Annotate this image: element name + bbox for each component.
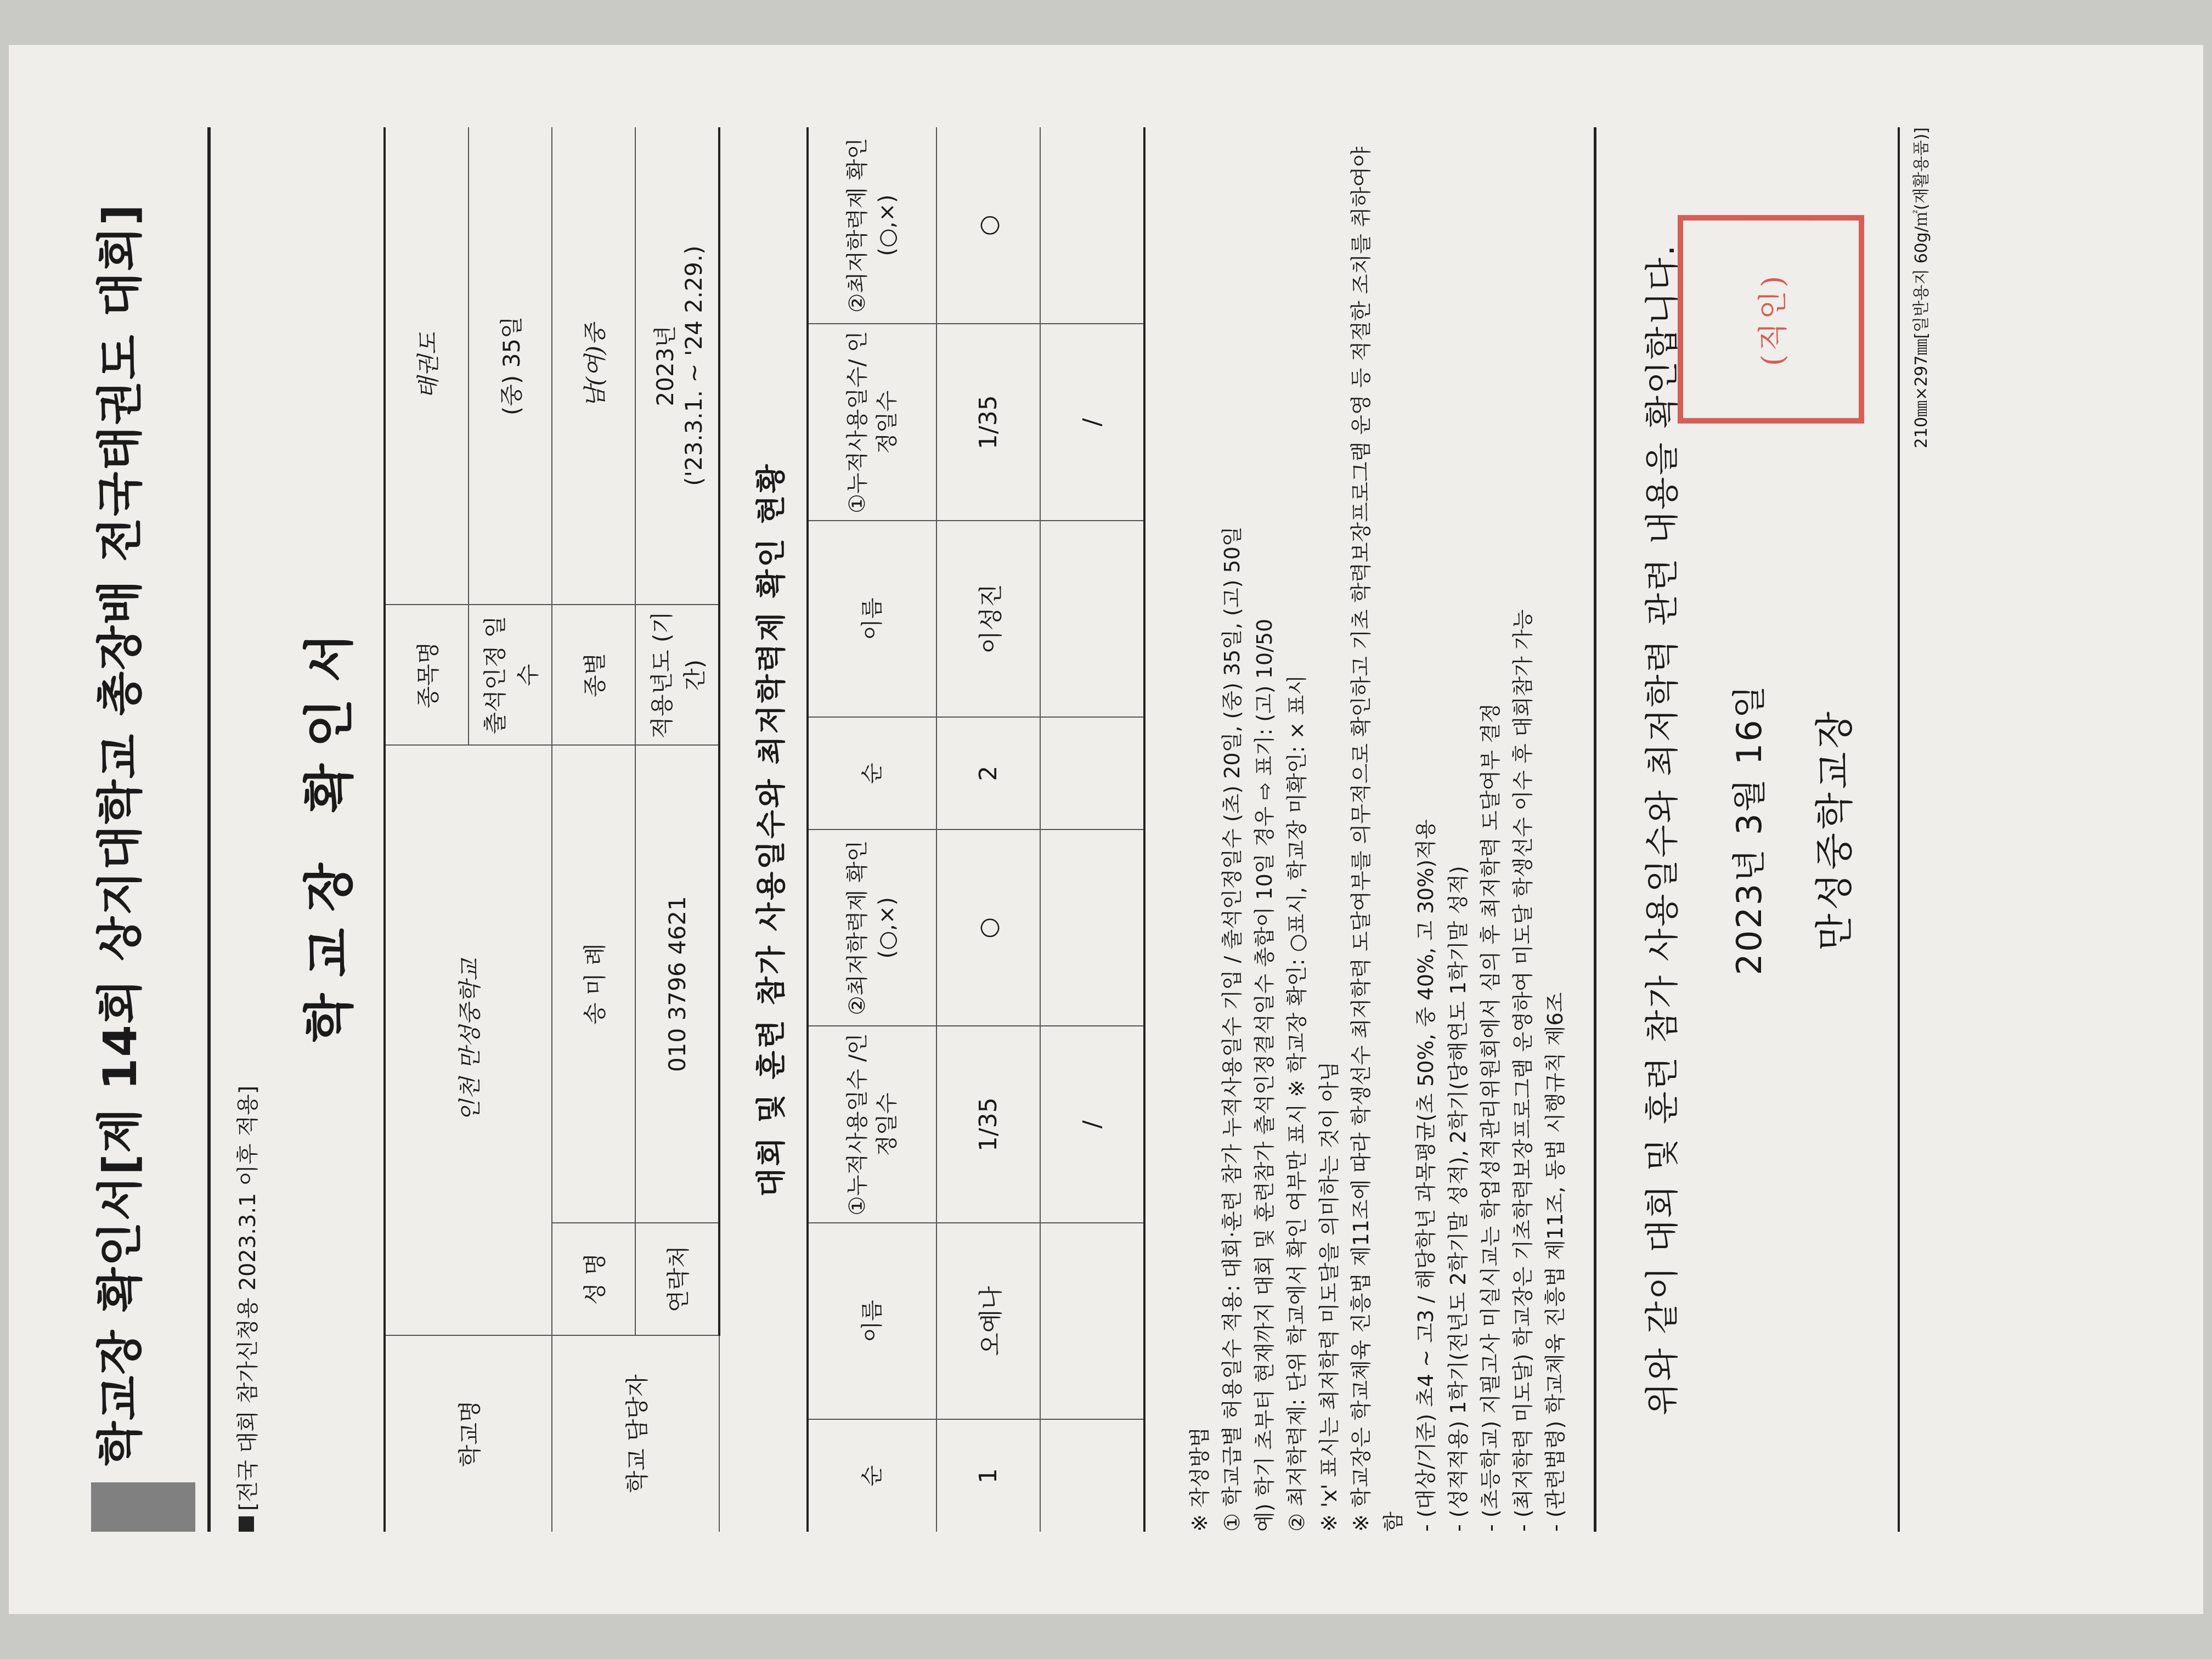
header-days-2: ①누적사용일수/ 인정일수 [808, 324, 936, 520]
cell-check-2: ○ [936, 127, 1040, 324]
note-line: ※ 학교장은 학교체육 진흥법 제11조에 따라 학생선수 최저학력 도달여부를 의무적으로 확인하고 기초 학력보장프로그램 운영 등 적절한 조치를 취하여야 함 [1349, 146, 1406, 1532]
note-line: ※ 'x' 표시는 최저학력 미도달을 의미하는 것이 아님 [1317, 1061, 1341, 1532]
header-seq-2: 순 [808, 717, 936, 830]
cell-seq: 1 [936, 1419, 1040, 1532]
header-seq: 순 [808, 1419, 936, 1532]
contact-person-label: 학교 담당자 [552, 1335, 719, 1532]
info-table [383, 127, 720, 1532]
header-name-2: 이름 [808, 521, 936, 717]
notice-text: [전국 대회 참가신청용 2023.3.1 이후 적용] [235, 1085, 261, 1511]
attend-value: (중) 35일 [469, 127, 552, 605]
header-days: ①누적사용일수 /인정일수 [808, 1026, 936, 1222]
year-value: 2023년 [651, 325, 679, 407]
note-line: ① 학교급별 허용일수 적용: 대회·훈련 참가 누적사용일수 기입 / 출석인정일수 (초) 20일, (중) 35일, (고) 50일 [1220, 526, 1244, 1532]
document-title: 학교장 확인서[제 14회 상지대학교 총장배 전국태권도 대회] [93, 203, 147, 1466]
type-value: 남(여)중 [552, 127, 635, 605]
cell-days-2: 1/35 [936, 324, 1040, 520]
note-line: ② 최저학력제: 단위 학교에서 확인 여부만 표시 ※ 학교장 확인: ○표시, 학교장 미확인: × 표시 [1284, 675, 1309, 1532]
note-line: - (최저학력 미도달) 학교장은 기초학력보장프로그램 운영하여 미도달 학생선수 이수 후 대회참가 가능 [1510, 609, 1535, 1532]
header-min-academic: ②최저학력제 확인(○,×) [808, 830, 936, 1026]
school-value: 인천 만성중학교 [385, 745, 552, 1335]
document-page [9, 45, 2203, 1614]
seal-label: (직인) [1756, 272, 1791, 366]
square-bullet-icon [239, 1516, 254, 1532]
cell-check: ○ [936, 830, 1040, 1026]
confirmation-statement: 위와 같이 대회 및 훈련 참가 사용일수와 최저학력 관련 내용을 확인합니다. [1641, 243, 1682, 1416]
status-subheading: 대회 및 훈련 참가 사용일수와 최저학력제 확인 현황 [754, 462, 788, 1197]
title-block [91, 127, 211, 1532]
note-line: 예) 학기 초부터 현재까지 대회 및 훈련참가 출석인정결석일수 총합이 10일 경우 ⇨ 표기: (고) 10/50 [1252, 618, 1277, 1532]
cell-name-2 [1040, 521, 1144, 717]
event-label: 종목명 [385, 605, 469, 745]
title-accent-bar [91, 1482, 195, 1532]
note-line: ※ 작성방법 [1188, 1427, 1212, 1532]
event-value: 태권도 [385, 127, 469, 605]
attend-label: 출석인정 일수 [469, 605, 552, 745]
cell-seq [1040, 1419, 1144, 1532]
divider [1594, 127, 1596, 1532]
table-row [936, 127, 1040, 1532]
note-line: - (대상/기준) 초4 ~ 고3 / 해당학년 과목평균(초 50%, 중 40%, 고 30%)적용 [1414, 819, 1438, 1532]
header-name: 이름 [808, 1223, 936, 1419]
cell-check [1040, 830, 1144, 1026]
cell-name: 오예나 [936, 1223, 1040, 1419]
issue-date: 2023년 3월 16일 [1729, 684, 1769, 975]
period-value: ('23.3.1. ~ '24 2.29.) [680, 245, 707, 486]
cell-seq-2: 2 [936, 717, 1040, 830]
note-line: - (관련법령) 학교체육 진흥법 제11조, 동법 시행규칙 제6조 [1543, 992, 1567, 1532]
cell-name-2: 이성진 [936, 521, 1040, 717]
header-min-academic-2: ②최저학력제 확인(○,×) [808, 127, 936, 324]
name-value: 송 미 례 [552, 745, 635, 1222]
phone-label: 연락처 [635, 1223, 719, 1335]
form-heading: 학교장 확인서 [300, 617, 359, 1042]
type-label: 종별 [552, 605, 635, 745]
principal-name: 만성중학교장 [1812, 708, 1857, 951]
cell-seq-2 [1040, 717, 1144, 830]
name-label: 성 명 [552, 1223, 635, 1335]
instructions [1184, 127, 1572, 1532]
official-seal-stamp [1678, 215, 1864, 424]
note-line: - (초등학교) 지필고사 미실시교는 학업성적관리위원회에서 심의 후 최저학력 도달여부 결정 [1479, 703, 1503, 1532]
cell-check-2 [1040, 127, 1144, 324]
school-label: 학교명 [385, 1335, 552, 1532]
phone-value: 010 3796 4621 [635, 745, 719, 1222]
cell-days: 1/35 [936, 1026, 1040, 1222]
cell-days-2: / [1040, 324, 1144, 520]
table-row [1040, 127, 1144, 1532]
year-value-cell [635, 127, 719, 605]
notice-line [230, 127, 262, 1532]
bottom-divider [1898, 127, 1900, 1532]
principal-block [1756, 127, 1859, 1532]
note-line: - (성적적용) 1학기(전년도 2학기말 성적), 2학기(당해연도 1학기말 성적) [1446, 866, 1471, 1532]
cell-days: / [1040, 1026, 1144, 1222]
status-table [806, 127, 1146, 1532]
year-label: 적용년도 (기간) [635, 605, 719, 745]
cell-name [1040, 1223, 1144, 1419]
paper-spec: 210㎜×297㎜[일반용지 60g/㎡(재활용품)] [1911, 127, 1931, 449]
